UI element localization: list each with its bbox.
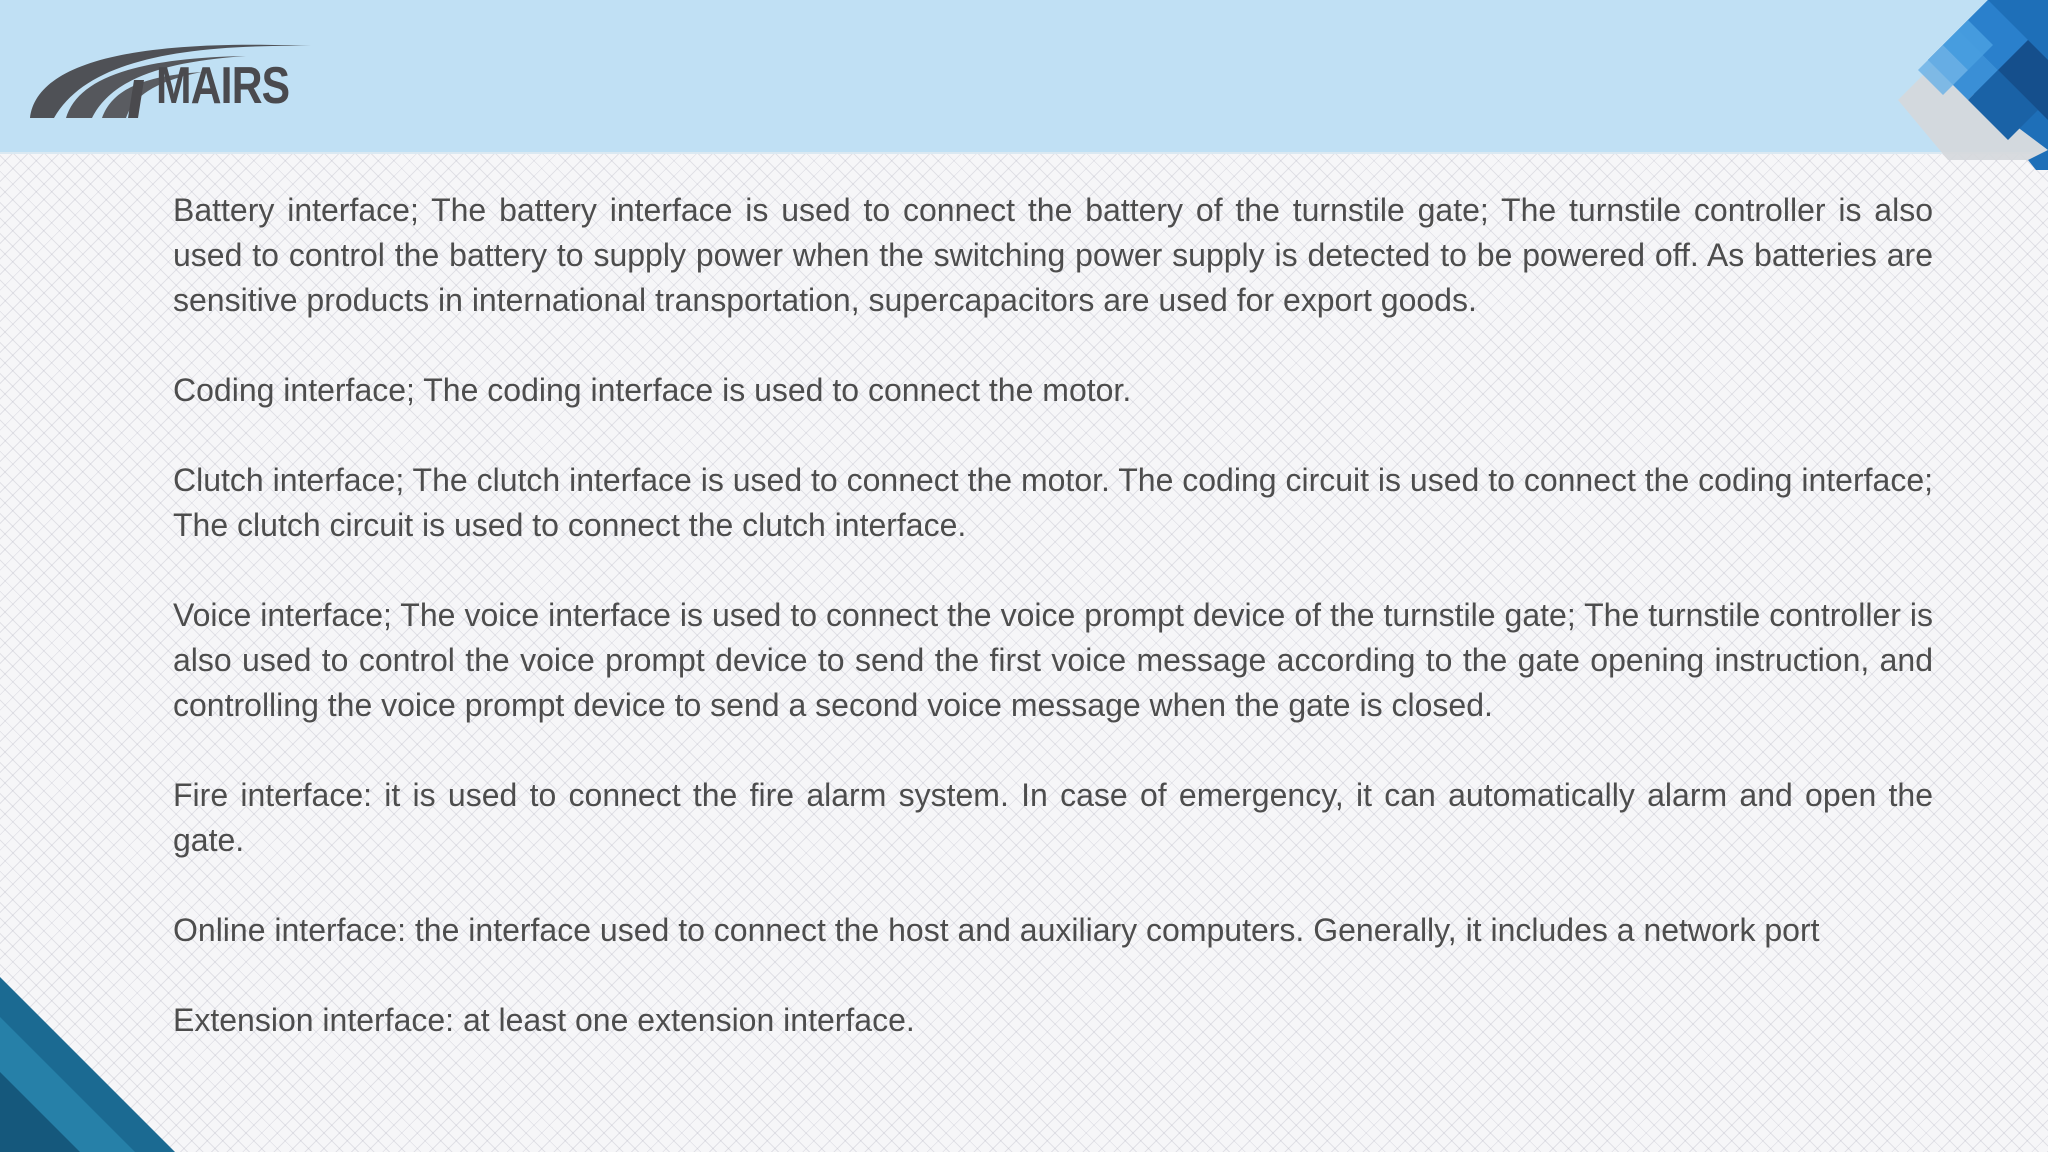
paragraph-fire-interface: Fire interface: it is used to connect the fire alarm system. In case of emergency, it can automatically alarm and open the gate. xyxy=(173,777,1933,858)
company-logo xyxy=(26,32,316,128)
paragraph-online-interface: Online interface: the interface used to connect the host and auxiliary computers. Generally, it includes a network port xyxy=(173,912,1820,948)
logo-wordmark: MAIRS xyxy=(156,57,290,115)
paragraph-battery-interface: Battery interface; The battery interface is used to connect the battery of the turnstile gate; The turnstile controller is also used to control the battery to supply power when the switching power supply is detected to be powered off. As batteries are sensitive products in international transportation, supercapacitors are used for export goods. xyxy=(173,192,1933,318)
paragraph-coding-interface: Coding interface; The coding interface is used to connect the motor. xyxy=(173,372,1132,408)
slide-body xyxy=(173,188,1933,1043)
corner-decoration-top-right xyxy=(1888,0,2048,170)
paragraph-voice-interface: Voice interface; The voice interface is used to connect the voice prompt device of the turnstile gate; The turnstile controller is also used to control the voice prompt device to send the first voice message according to the gate opening instruction, and controlling the voice prompt device to send a second voice message when the gate is closed. xyxy=(173,597,1933,723)
paragraph-extension-interface: Extension interface: at least one extension interface. xyxy=(173,1002,915,1038)
header-divider xyxy=(0,152,2048,154)
paragraph-clutch-interface: Clutch interface; The clutch interface is used to connect the motor. The coding circuit is used to connect the coding interface; The clutch circuit is used to connect the clutch interface. xyxy=(173,462,1933,543)
corner-decoration-bottom-left xyxy=(0,977,175,1152)
